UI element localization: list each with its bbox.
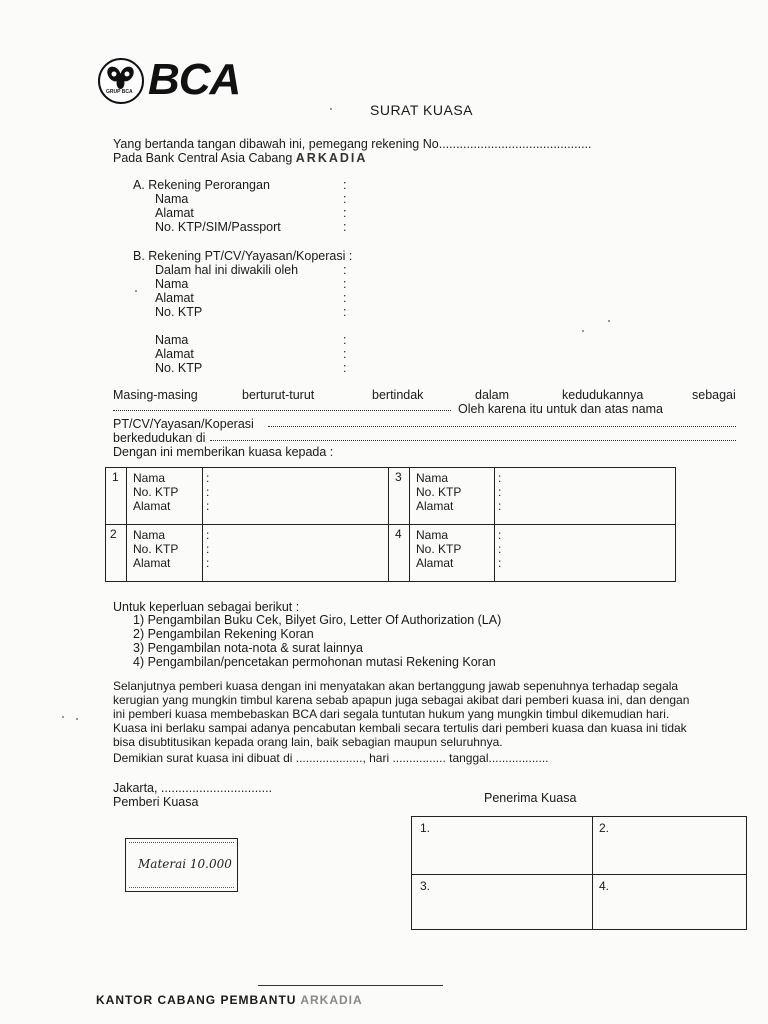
label-address: Alamat bbox=[416, 556, 454, 570]
scan-speck bbox=[582, 330, 584, 332]
receiver-box-number: 2. bbox=[599, 821, 610, 835]
purpose-item-1: 1) Pengambilan Buku Cek, Bilyet Giro, Letter Of Authorization (LA) bbox=[133, 613, 502, 627]
bca-logo-emblem bbox=[98, 58, 144, 104]
closing-line-1: Selanjutnya pemberi kuasa dengan ini menyatakan akan bertanggung jawab sepenuhnya terhadap segala bbox=[113, 679, 679, 693]
logo-ring-text: GRUP BCA bbox=[106, 89, 133, 95]
footer-office bbox=[96, 993, 363, 1007]
value-cell[interactable]: : : : bbox=[203, 525, 389, 582]
row-number: 2 bbox=[110, 527, 117, 541]
colon: : bbox=[343, 220, 347, 234]
label-cell bbox=[410, 468, 495, 525]
intro-line-1 bbox=[113, 137, 592, 151]
colon: : bbox=[343, 305, 347, 319]
para-word: sebagai bbox=[692, 388, 736, 402]
label-address: Alamat bbox=[133, 499, 171, 513]
signature-giver-label: Pemberi Kuasa bbox=[113, 795, 199, 809]
receiver-box-number: 1. bbox=[420, 821, 431, 835]
document-title: SURAT KUASA bbox=[370, 102, 474, 118]
para-domicile-label: berkedudukan di bbox=[113, 431, 206, 445]
fill-dots bbox=[210, 440, 736, 441]
row-number-cell bbox=[106, 525, 127, 582]
colon: : bbox=[343, 192, 347, 206]
receiver-box[interactable] bbox=[412, 875, 593, 930]
closing-line-3: ini pemberi kuasa membebaskan BCA dari segala tuntutan hukum yang mungkin timbul dikemudian hari. bbox=[113, 707, 670, 721]
table-row bbox=[106, 525, 676, 582]
row-number-cell bbox=[106, 468, 127, 525]
intro-branch-label: Pada Bank Central Asia Cabang bbox=[113, 151, 293, 165]
closing-line-6: Demikian surat kuasa ini dibuat di ...................., hari ................ tanggal.................. bbox=[113, 751, 549, 765]
signature-place-date: Jakarta, ................................ bbox=[113, 781, 273, 795]
label-cell bbox=[410, 525, 495, 582]
section-b-address-1: Alamat bbox=[155, 291, 194, 305]
label-name: Nama bbox=[133, 471, 166, 485]
receiver-box[interactable] bbox=[593, 875, 747, 930]
colon: : bbox=[343, 206, 347, 220]
footer-divider bbox=[258, 985, 443, 986]
table-row bbox=[106, 468, 676, 525]
para-word: bertindak bbox=[372, 388, 424, 402]
row-number: 4 bbox=[395, 527, 402, 541]
para-word: berturut-turut bbox=[242, 388, 315, 402]
receiver-signature-table bbox=[411, 816, 747, 930]
para-word: Masing-masing bbox=[113, 388, 198, 402]
closing-line-5: bisa disubtitusikan kepada orang lain, baik sebagian maupun seluruhnya. bbox=[113, 735, 503, 749]
receiver-box-number: 3. bbox=[420, 879, 431, 893]
label-address: Alamat bbox=[416, 499, 454, 513]
para-word: kedudukannya bbox=[562, 388, 644, 402]
row-number-cell bbox=[389, 468, 410, 525]
section-b-ktp-1: No. KTP bbox=[155, 305, 203, 319]
fill-dots bbox=[113, 410, 451, 411]
recipients-table bbox=[105, 467, 676, 582]
scan-speck bbox=[135, 290, 137, 292]
footer-stamp: ARKADIA bbox=[300, 993, 363, 1007]
colon: : bbox=[343, 347, 347, 361]
stamp-duty-handwriting: Materai 10.000 bbox=[138, 857, 232, 871]
section-b-name-2: Nama bbox=[155, 333, 189, 347]
para-grant-line: Dengan ini memberikan kuasa kepada : bbox=[113, 445, 334, 459]
closing-line-4: Kuasa ini berlaku sampai adanya pencabutan kembali secara tertulis dari pemberi kuasa dan kuasa ini tidak bbox=[113, 721, 687, 735]
label-ktp: No. KTP bbox=[416, 542, 462, 556]
stamp-duty-box[interactable] bbox=[125, 838, 238, 892]
para-line-2-end: Oleh karena itu untuk dan atas nama bbox=[458, 402, 663, 416]
intro-account-dots: ........................................... bbox=[442, 137, 592, 151]
intro-line-2 bbox=[113, 151, 367, 165]
section-b-representative: Dalam hal ini diwakili oleh bbox=[155, 263, 299, 277]
para-company-label: PT/CV/Yayasan/Koperasi bbox=[113, 417, 254, 431]
colon: : bbox=[343, 277, 347, 291]
colon: : bbox=[343, 291, 347, 305]
value-cell[interactable]: : : : bbox=[495, 525, 676, 582]
branch-stamp: ARKADIA bbox=[295, 151, 368, 165]
scan-speck bbox=[76, 718, 78, 720]
purpose-item-3: 3) Pengambilan nota-nota & surat lainnya bbox=[133, 641, 364, 655]
fill-dots bbox=[268, 426, 736, 427]
label-ktp: No. KTP bbox=[133, 542, 179, 556]
receiver-box-number: 4. bbox=[599, 879, 610, 893]
signature-receiver-label: Penerima Kuasa bbox=[484, 791, 577, 805]
label-name: Nama bbox=[416, 528, 449, 542]
purpose-item-2: 2) Pengambilan Rekening Koran bbox=[133, 627, 314, 641]
footer-office-label: KANTOR CABANG PEMBANTU bbox=[96, 993, 297, 1007]
value-cell[interactable]: : : : bbox=[495, 468, 676, 525]
scan-speck bbox=[608, 320, 610, 322]
label-ktp: No. KTP bbox=[133, 485, 179, 499]
section-b-heading: B. Rekening PT/CV/Yayasan/Koperasi : bbox=[133, 249, 353, 263]
scan-speck bbox=[330, 108, 332, 110]
section-b-ktp-2: No. KTP bbox=[155, 361, 203, 375]
row-number: 1 bbox=[112, 470, 119, 484]
label-address: Alamat bbox=[133, 556, 171, 570]
label-cell bbox=[127, 525, 203, 582]
label-name: Nama bbox=[416, 471, 449, 485]
receiver-box[interactable] bbox=[412, 817, 593, 875]
section-a-heading: A. Rekening Perorangan bbox=[133, 178, 270, 192]
bca-logo-text: BCA bbox=[148, 55, 241, 104]
value-cell[interactable]: : : : bbox=[203, 468, 389, 525]
section-b-address-2: Alamat bbox=[155, 347, 194, 361]
purpose-item-4: 4) Pengambilan/pencetakan permohonan mutasi Rekening Koran bbox=[133, 655, 496, 669]
section-a-field-name: Nama bbox=[155, 192, 189, 206]
purpose-heading: Untuk keperluan sebagai berikut : bbox=[113, 600, 300, 614]
colon: : bbox=[343, 361, 347, 375]
colon: : bbox=[343, 333, 347, 347]
label-ktp: No. KTP bbox=[416, 485, 462, 499]
label-cell bbox=[127, 468, 203, 525]
section-a-field-address: Alamat bbox=[155, 206, 194, 220]
para-word: dalam bbox=[475, 388, 510, 402]
row-number-cell bbox=[389, 525, 410, 582]
section-a-field-id: No. KTP/SIM/Passport bbox=[155, 220, 281, 234]
closing-line-2: kerugian yang mungkin timbul karena sebab apapun juga sebagai akibat dari pemberi kuasa ini, dan dengan bbox=[113, 693, 690, 707]
section-b-name-1: Nama bbox=[155, 277, 189, 291]
colon: : bbox=[343, 178, 347, 192]
row-number: 3 bbox=[395, 470, 402, 484]
receiver-box[interactable] bbox=[593, 817, 747, 875]
intro-account-label: Yang bertanda tangan dibawah ini, pemegang rekening No. bbox=[113, 137, 443, 151]
label-name: Nama bbox=[133, 528, 166, 542]
scan-speck bbox=[62, 716, 64, 718]
colon: : bbox=[343, 263, 347, 277]
